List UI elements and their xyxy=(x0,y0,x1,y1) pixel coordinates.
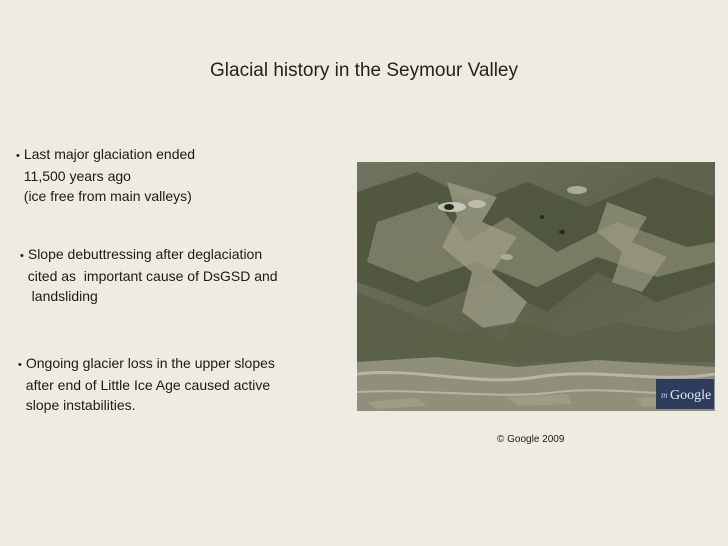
bullet-glaciation xyxy=(16,144,195,206)
bullet-glacier-loss xyxy=(18,353,275,415)
satellite-terrain xyxy=(357,162,715,411)
google-logo-text: Google xyxy=(670,388,712,403)
google-logo-prefix: m xyxy=(661,390,668,400)
bullet-debuttressing xyxy=(20,244,278,306)
slide-title: Glacial history in the Seymour Valley xyxy=(210,60,518,81)
bullet-marker: • xyxy=(16,150,20,162)
image-copyright: © Google 2009 xyxy=(497,434,565,445)
bullet-marker: • xyxy=(20,250,24,262)
bullet-line: Ongoing glacier loss in the upper slopes xyxy=(25,355,275,371)
bullet-line: 11,500 years ago xyxy=(23,168,131,184)
bullet-line: (ice free from main valleys) xyxy=(23,188,192,204)
satellite-image xyxy=(357,162,715,411)
bullet-line: landsliding xyxy=(27,288,98,304)
bullet-line: Last major glaciation ended xyxy=(23,146,196,162)
bullet-marker: • xyxy=(18,359,22,371)
bullet-line: cited as important cause of DsGSD and xyxy=(27,268,278,284)
bullet-line: after end of Little Ice Age caused active xyxy=(25,377,271,393)
bullet-line: Slope debuttressing after deglaciation xyxy=(27,246,263,262)
bullet-line: slope instabilities. xyxy=(25,397,136,413)
